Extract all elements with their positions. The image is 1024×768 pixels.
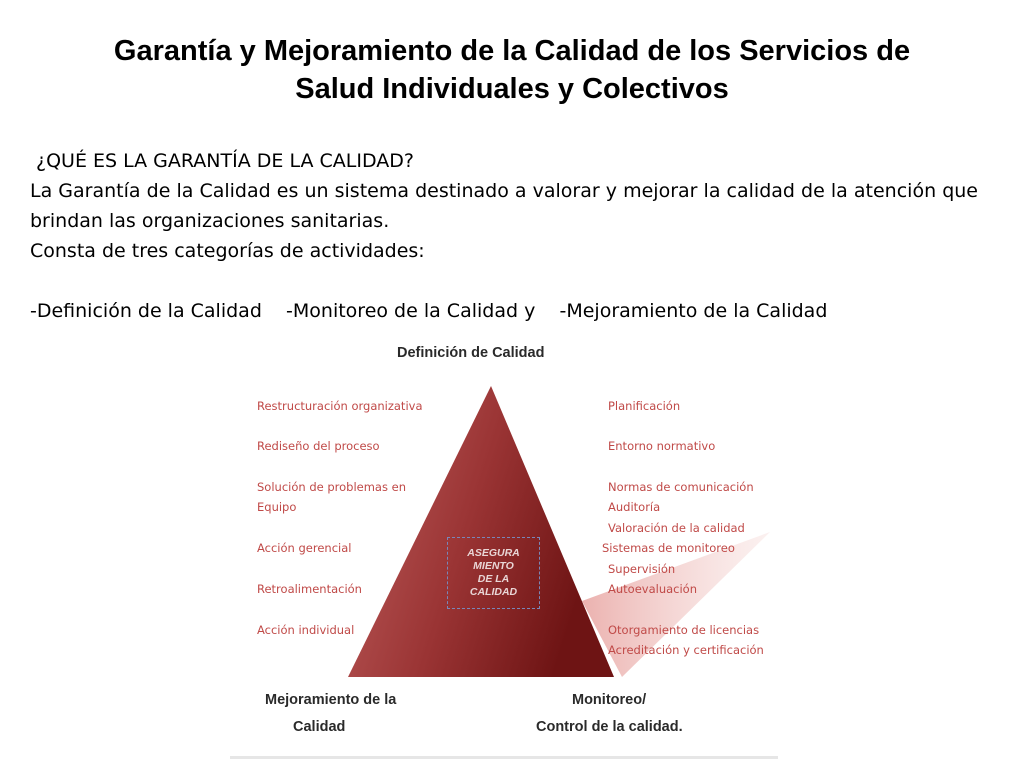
body-text [30, 146, 978, 326]
right-item: Valoración de la calidad [608, 521, 745, 535]
right-item: Sistemas de monitoreo [602, 541, 735, 555]
right-item: Supervisión [608, 562, 676, 576]
pyramid-center-label: ASEGURA MIENTO DE LA CALIDAD [447, 537, 540, 609]
left-item: Retroalimentación [257, 582, 362, 596]
right-item: Planificación [608, 399, 681, 413]
left-item: Restructuración organizativa [257, 399, 423, 413]
left-item: Rediseño del proceso [257, 439, 380, 453]
slide-title-line-1: Garantía y Mejoramiento de la Calidad de los Servicios de [113, 35, 911, 67]
right-item: Auditoría [608, 500, 661, 514]
pyramid-top-label: Definición de Calidad [397, 345, 545, 361]
bottom-right-label-line-1: Monitoreo/ [572, 692, 647, 708]
left-item: Solución de problemas en [257, 480, 406, 494]
bottom-right-label-line-2: Control de la calidad. [536, 719, 683, 735]
pyramid-shape [348, 386, 614, 677]
categories-intro: Consta de tres categorías de actividades: [30, 240, 425, 262]
activities-line: -Definición de la Calidad -Monitoreo de la Calidad y -Mejoramiento de la Calidad [30, 300, 828, 322]
slide-title-line-2: Salud Individuales y Colectivos [295, 73, 729, 105]
right-item: Normas de comunicación [608, 480, 754, 494]
right-item: Acreditación y certificación [608, 643, 764, 657]
definition-paragraph: La Garantía de la Calidad es un sistema destinado a valorar y mejorar la calidad de la atención que brindan las organizaciones sanitarias. [30, 180, 978, 232]
right-item: Otorgamiento de licencias [608, 623, 760, 637]
right-item: Autoevaluación [608, 582, 698, 596]
bottom-left-label-line-1: Mejoramiento de la [265, 692, 397, 708]
bottom-left-label-line-2: Calidad [293, 719, 346, 735]
question-heading: ¿QUÉ ES LA GARANTÍA DE LA CALIDAD? [36, 150, 414, 172]
quality-pyramid-figure [230, 336, 778, 759]
slide-title [20, 32, 1004, 108]
left-item: Equipo [257, 500, 297, 514]
right-item: Entorno normativo [608, 439, 716, 453]
left-item: Acción individual [257, 623, 355, 637]
spacer [30, 266, 978, 296]
left-item: Acción gerencial [257, 541, 352, 555]
